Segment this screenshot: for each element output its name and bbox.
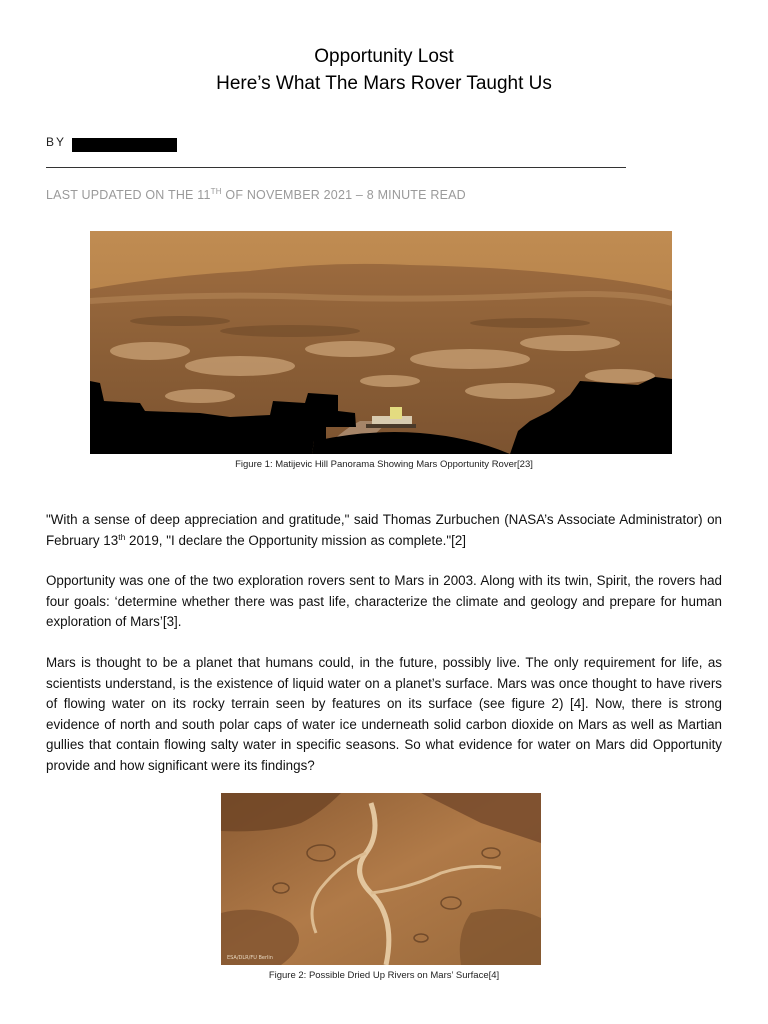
- paragraph-water: Mars is thought to be a planet that humans could, in the future, possibly live. The only requirement for life, as scientists understand, is the existence of liquid water on a planet’s surface. Mars was once thought to have rivers of flowing water on its rocky terrain seen by features on its surface (see figure 2) [4]. Now, there is strong evidence of north and south polar caps of water ice underneath solid carbon dioxide on Mars as well as Martian gullies that contain flowing salty water in specific seasons. So what evidence for water on Mars did Opportunity provide and how significant were its findings?: [46, 655, 722, 773]
- paragraph-quote-ordinal: th: [118, 531, 126, 542]
- redacted-author: [72, 138, 177, 152]
- paragraph-mission: Opportunity was one of the two exploration rovers sent to Mars in 2003. Along with its twin, Spirit, the rovers had four goals: ‘determine whether there was past life, characterize the climate and geology and prepare for human exploration of Mars’[3].: [46, 573, 722, 630]
- figure1-caption: Figure 1: Matijevic Hill Panorama Showing Mars Opportunity Rover[23]: [235, 459, 533, 470]
- article-title: Opportunity Lost: [314, 46, 454, 67]
- figure2-caption: Figure 2: Possible Dried Up Rivers on Mars’ Surface[4]: [268, 970, 500, 981]
- fig2-watermark: ESA/DLR/FU Berlin: [227, 955, 273, 961]
- paragraph-quote-part1: "With a sense of deep appreciation and gratitude," said Thomas Zurbuchen (NASA’s Associate Administrator) on February 13: [46, 512, 722, 548]
- last-updated: [46, 188, 466, 202]
- mars-panorama-image: [90, 231, 672, 454]
- mars-rivers-image: [221, 793, 541, 965]
- paragraph-quote: [46, 510, 722, 551]
- last-updated-ordinal: TH: [210, 187, 222, 196]
- divider: [46, 167, 626, 168]
- paragraph-quote-part2: 2019, "I declare the Opportunity mission as complete."[2]: [125, 532, 467, 548]
- last-updated-prefix: LAST UPDATED ON THE 11: [46, 188, 211, 202]
- last-updated-suffix: OF NOVEMBER 2021 – 8 MINUTE READ: [221, 188, 466, 202]
- article-subtitle: Here’s What The Mars Rover Taught Us: [216, 73, 552, 94]
- byline-label: BY: [46, 135, 67, 149]
